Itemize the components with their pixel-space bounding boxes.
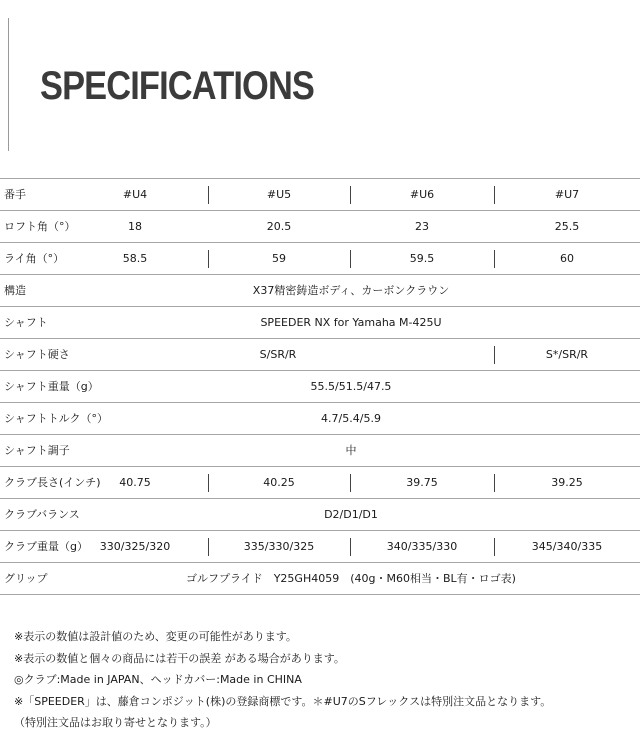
row-label: シャフトトルク（°）	[4, 412, 109, 425]
row-number	[0, 178, 640, 211]
cell-u7: 60	[560, 252, 574, 265]
row-loft	[0, 211, 640, 243]
cell-all: X37精密鋳造ボディ、カーボンクラウン	[252, 284, 450, 297]
row-label: 構造	[4, 284, 26, 297]
cell-u6: 340/335/330	[386, 540, 458, 553]
note-line: ※表示の数値と個々の商品には若干の誤差 がある場合があります。	[14, 651, 345, 665]
note-line: ※「SPEEDER」は、藤倉コンポジット(株)の登録商標です。＊#U7のSフレックスは特別注文品となります。	[14, 694, 552, 708]
cell-all: 4.7/5.4/5.9	[321, 412, 381, 425]
cell-u5: 335/330/325	[243, 540, 315, 553]
cell-u6: 23	[415, 220, 429, 233]
cell-u4: 18	[128, 220, 142, 233]
cell-u7: S*/SR/R	[545, 348, 589, 361]
cell-u5: 20.5	[266, 220, 292, 233]
row-label: シャフト	[4, 316, 48, 329]
row-label: シャフト調子	[4, 444, 70, 457]
cell-all: ゴルフプライド Y25GH4059 (40g・M60相当・BL有・ロゴ表)	[186, 572, 516, 585]
cell-all: D2/D1/D1	[324, 508, 378, 521]
cell-u4: 40.75	[119, 476, 151, 489]
cell-u7: 25.5	[554, 220, 580, 233]
row-flex	[0, 339, 640, 371]
row-label: ライ角（°）	[4, 252, 65, 265]
note-line: ※表示の数値は設計値のため、変更の可能性があります。	[14, 630, 297, 643]
row-label: シャフト硬さ	[4, 348, 70, 361]
row-grip	[0, 563, 640, 595]
note-line: ◎クラブ:Made in JAPAN、ヘッドカバー:Made in CHINA	[14, 673, 302, 686]
notes	[14, 626, 634, 734]
decorative-vertical-line	[8, 18, 9, 151]
row-club-weight	[0, 531, 640, 563]
cell-u7: 345/340/335	[531, 540, 603, 553]
row-label: クラブバランス	[4, 508, 80, 521]
cell-u4: #U4	[122, 188, 148, 201]
cell-all: 中	[345, 444, 357, 457]
row-label: グリップ	[4, 572, 48, 585]
cell-u4-u6: S/SR/R	[259, 348, 297, 361]
row-shaft	[0, 307, 640, 339]
cell-u6: 59.5	[409, 252, 435, 265]
cell-u7: 39.25	[551, 476, 583, 489]
cell-u6: #U6	[409, 188, 435, 201]
cell-u4: 58.5	[122, 252, 148, 265]
cell-u5: 40.25	[263, 476, 295, 489]
cell-u6: 39.75	[406, 476, 438, 489]
row-construction	[0, 275, 640, 307]
page-title: SPECIFICATIONS	[40, 64, 315, 108]
row-label: クラブ重量（g）	[4, 540, 88, 553]
cell-u5: #U5	[266, 188, 292, 201]
row-label: 番手	[4, 188, 26, 201]
row-balance	[0, 499, 640, 531]
row-shaft-weight	[0, 371, 640, 403]
row-kick	[0, 435, 640, 467]
cell-u7: #U7	[554, 188, 580, 201]
row-label: ロフト角（°）	[4, 220, 76, 233]
cell-all: 55.5/51.5/47.5	[310, 380, 392, 393]
note-line: （特別注文品はお取り寄せとなります。）	[14, 716, 217, 729]
row-length	[0, 467, 640, 499]
spec-table	[0, 178, 640, 595]
row-label: クラブ長さ(インチ)	[4, 476, 101, 489]
row-lie	[0, 243, 640, 275]
cell-u5: 59	[272, 252, 286, 265]
cell-all: SPEEDER NX for Yamaha M-425U	[260, 316, 442, 329]
cell-u4: 330/325/320	[99, 540, 171, 553]
row-torque	[0, 403, 640, 435]
row-label: シャフト重量（g）	[4, 380, 99, 393]
